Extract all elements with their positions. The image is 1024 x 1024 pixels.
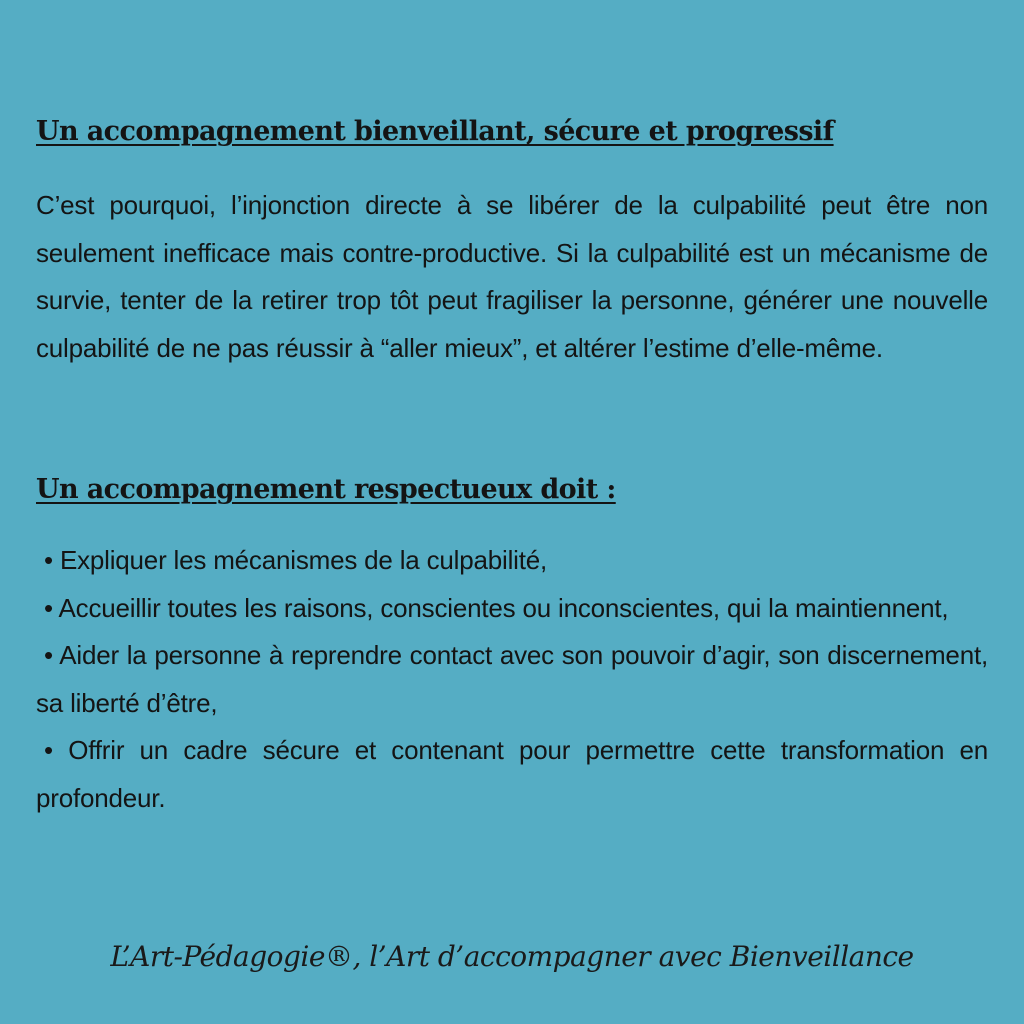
list-item-text: Offrir un cadre sécure et contenant pour permettre cette transformation en profondeur. (36, 735, 989, 813)
list-item (36, 632, 988, 727)
intro-paragraph: C’est pourquoi, l’injonction directe à se libérer de la culpabilité peut être non seulement inefficace mais contre-productive. Si la culpabilité est un mécanisme de survie, tenter de la retirer trop tôt peut fragiliser la personne, générer une nouvelle culpabilité de ne pas réussir à “aller mieux”, et altérer l’estime d’elle-même. (36, 190, 988, 363)
list-item (36, 585, 988, 633)
document-page (36, 0, 988, 1024)
list-item-text: Aider la personne à reprendre contact avec son pouvoir d’agir, son discernement, sa liberté d’être, (36, 640, 989, 718)
bullet-icon: • (44, 735, 53, 765)
list-item-text: Accueillir toutes les raisons, conscientes ou inconscientes, qui la maintiennent, (58, 592, 949, 623)
section-heading-accompagnement: Un accompagnement bienveillant, sécure et progressif (36, 116, 834, 147)
list-item (36, 537, 988, 585)
bullet-icon: • (44, 545, 53, 575)
bullet-list (36, 537, 988, 822)
bullet-icon: • (44, 640, 53, 670)
list-item-text: Expliquer les mécanismes de la culpabilité, (59, 545, 548, 575)
bullet-icon: • (44, 592, 53, 623)
section-heading-respectueux: Un accompagnement respectueux doit : (36, 474, 616, 505)
signature-tagline: L’Art-Pédagogie®, l’Art d’accompagner avec Bienveillance (110, 940, 914, 973)
list-item (36, 727, 988, 822)
